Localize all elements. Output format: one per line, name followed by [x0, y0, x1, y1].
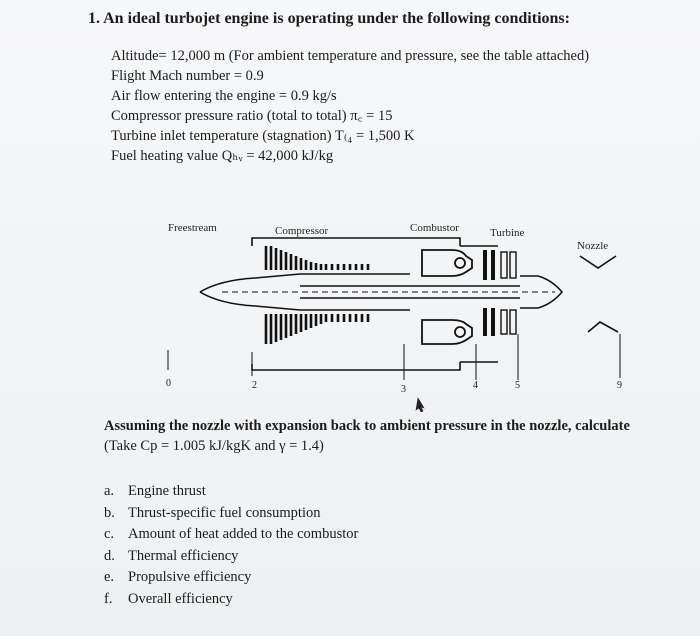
turbine-stators	[501, 252, 516, 334]
task-marker: f.	[104, 590, 113, 607]
station-4: 4	[473, 380, 478, 391]
turbine-blades	[485, 250, 493, 336]
label-compressor: Compressor	[275, 225, 329, 237]
task-marker: a.	[104, 483, 115, 499]
nozzle-lip-bottom	[588, 322, 618, 332]
station-2: 2	[252, 380, 257, 391]
tasks-list	[104, 481, 504, 610]
question-title: 1. An ideal turbojet engine is operating under the following conditions:	[88, 10, 570, 27]
condition-altitude: Altitude= 12,000 m (For ambient temperature and pressure, see the table attached)	[111, 48, 590, 64]
condition-turbine-inlet-temp: Turbine inlet temperature (stagnation) T₍₄ = 1,500 K	[111, 128, 415, 144]
task-item	[104, 524, 504, 546]
combustor-cans	[422, 250, 472, 344]
condition-fuel-heating-value: Fuel heating value Qₕᵥ = 42,000 kJ/kg	[111, 148, 334, 164]
task-item	[104, 481, 504, 503]
task-item	[104, 503, 504, 525]
label-turbine: Turbine	[490, 227, 525, 239]
instructions-block	[104, 416, 694, 456]
task-text: Engine thrust	[128, 483, 206, 499]
constants-text: (Take Cp = 1.005 kJ/kgK and γ = 1.4)	[104, 438, 324, 454]
station-9: 9	[617, 380, 622, 391]
station-0: 0	[166, 378, 171, 389]
task-marker: d.	[104, 547, 115, 564]
compressor-blades	[266, 246, 368, 344]
station-3: 3	[401, 384, 406, 395]
task-marker: b.	[104, 504, 115, 521]
station-5: 5	[515, 380, 520, 391]
task-text: Thermal efficiency	[128, 547, 239, 564]
condition-pressure-ratio: Compressor pressure ratio (total to total) π꜀ = 15	[111, 108, 393, 124]
label-freestream: Freestream	[168, 222, 217, 234]
task-item	[104, 546, 504, 568]
nozzle-lip-top	[580, 256, 616, 268]
task-text: Amount of heat added to the combustor	[128, 526, 359, 542]
task-marker: e.	[104, 569, 115, 585]
condition-airflow: Air flow entering the engine = 0.9 kg/s	[111, 88, 337, 104]
task-text: Thrust-specific fuel consumption	[128, 504, 321, 521]
mouse-pointer-icon	[416, 398, 424, 412]
label-nozzle: Nozzle	[577, 240, 609, 252]
assumption-text: Assuming the nozzle with expansion back to ambient pressure in the nozzle, calculate	[104, 418, 630, 434]
condition-mach: Flight Mach number = 0.9	[111, 68, 264, 84]
label-combustor: Combustor	[410, 222, 459, 234]
task-text: Propulsive efficiency	[128, 569, 252, 585]
task-item	[104, 567, 504, 589]
station-lines	[168, 334, 620, 380]
task-text: Overall efficiency	[128, 590, 233, 607]
conditions-list	[111, 46, 691, 166]
turbojet-diagram	[160, 212, 640, 412]
task-marker: c.	[104, 526, 115, 542]
task-item	[104, 589, 504, 611]
